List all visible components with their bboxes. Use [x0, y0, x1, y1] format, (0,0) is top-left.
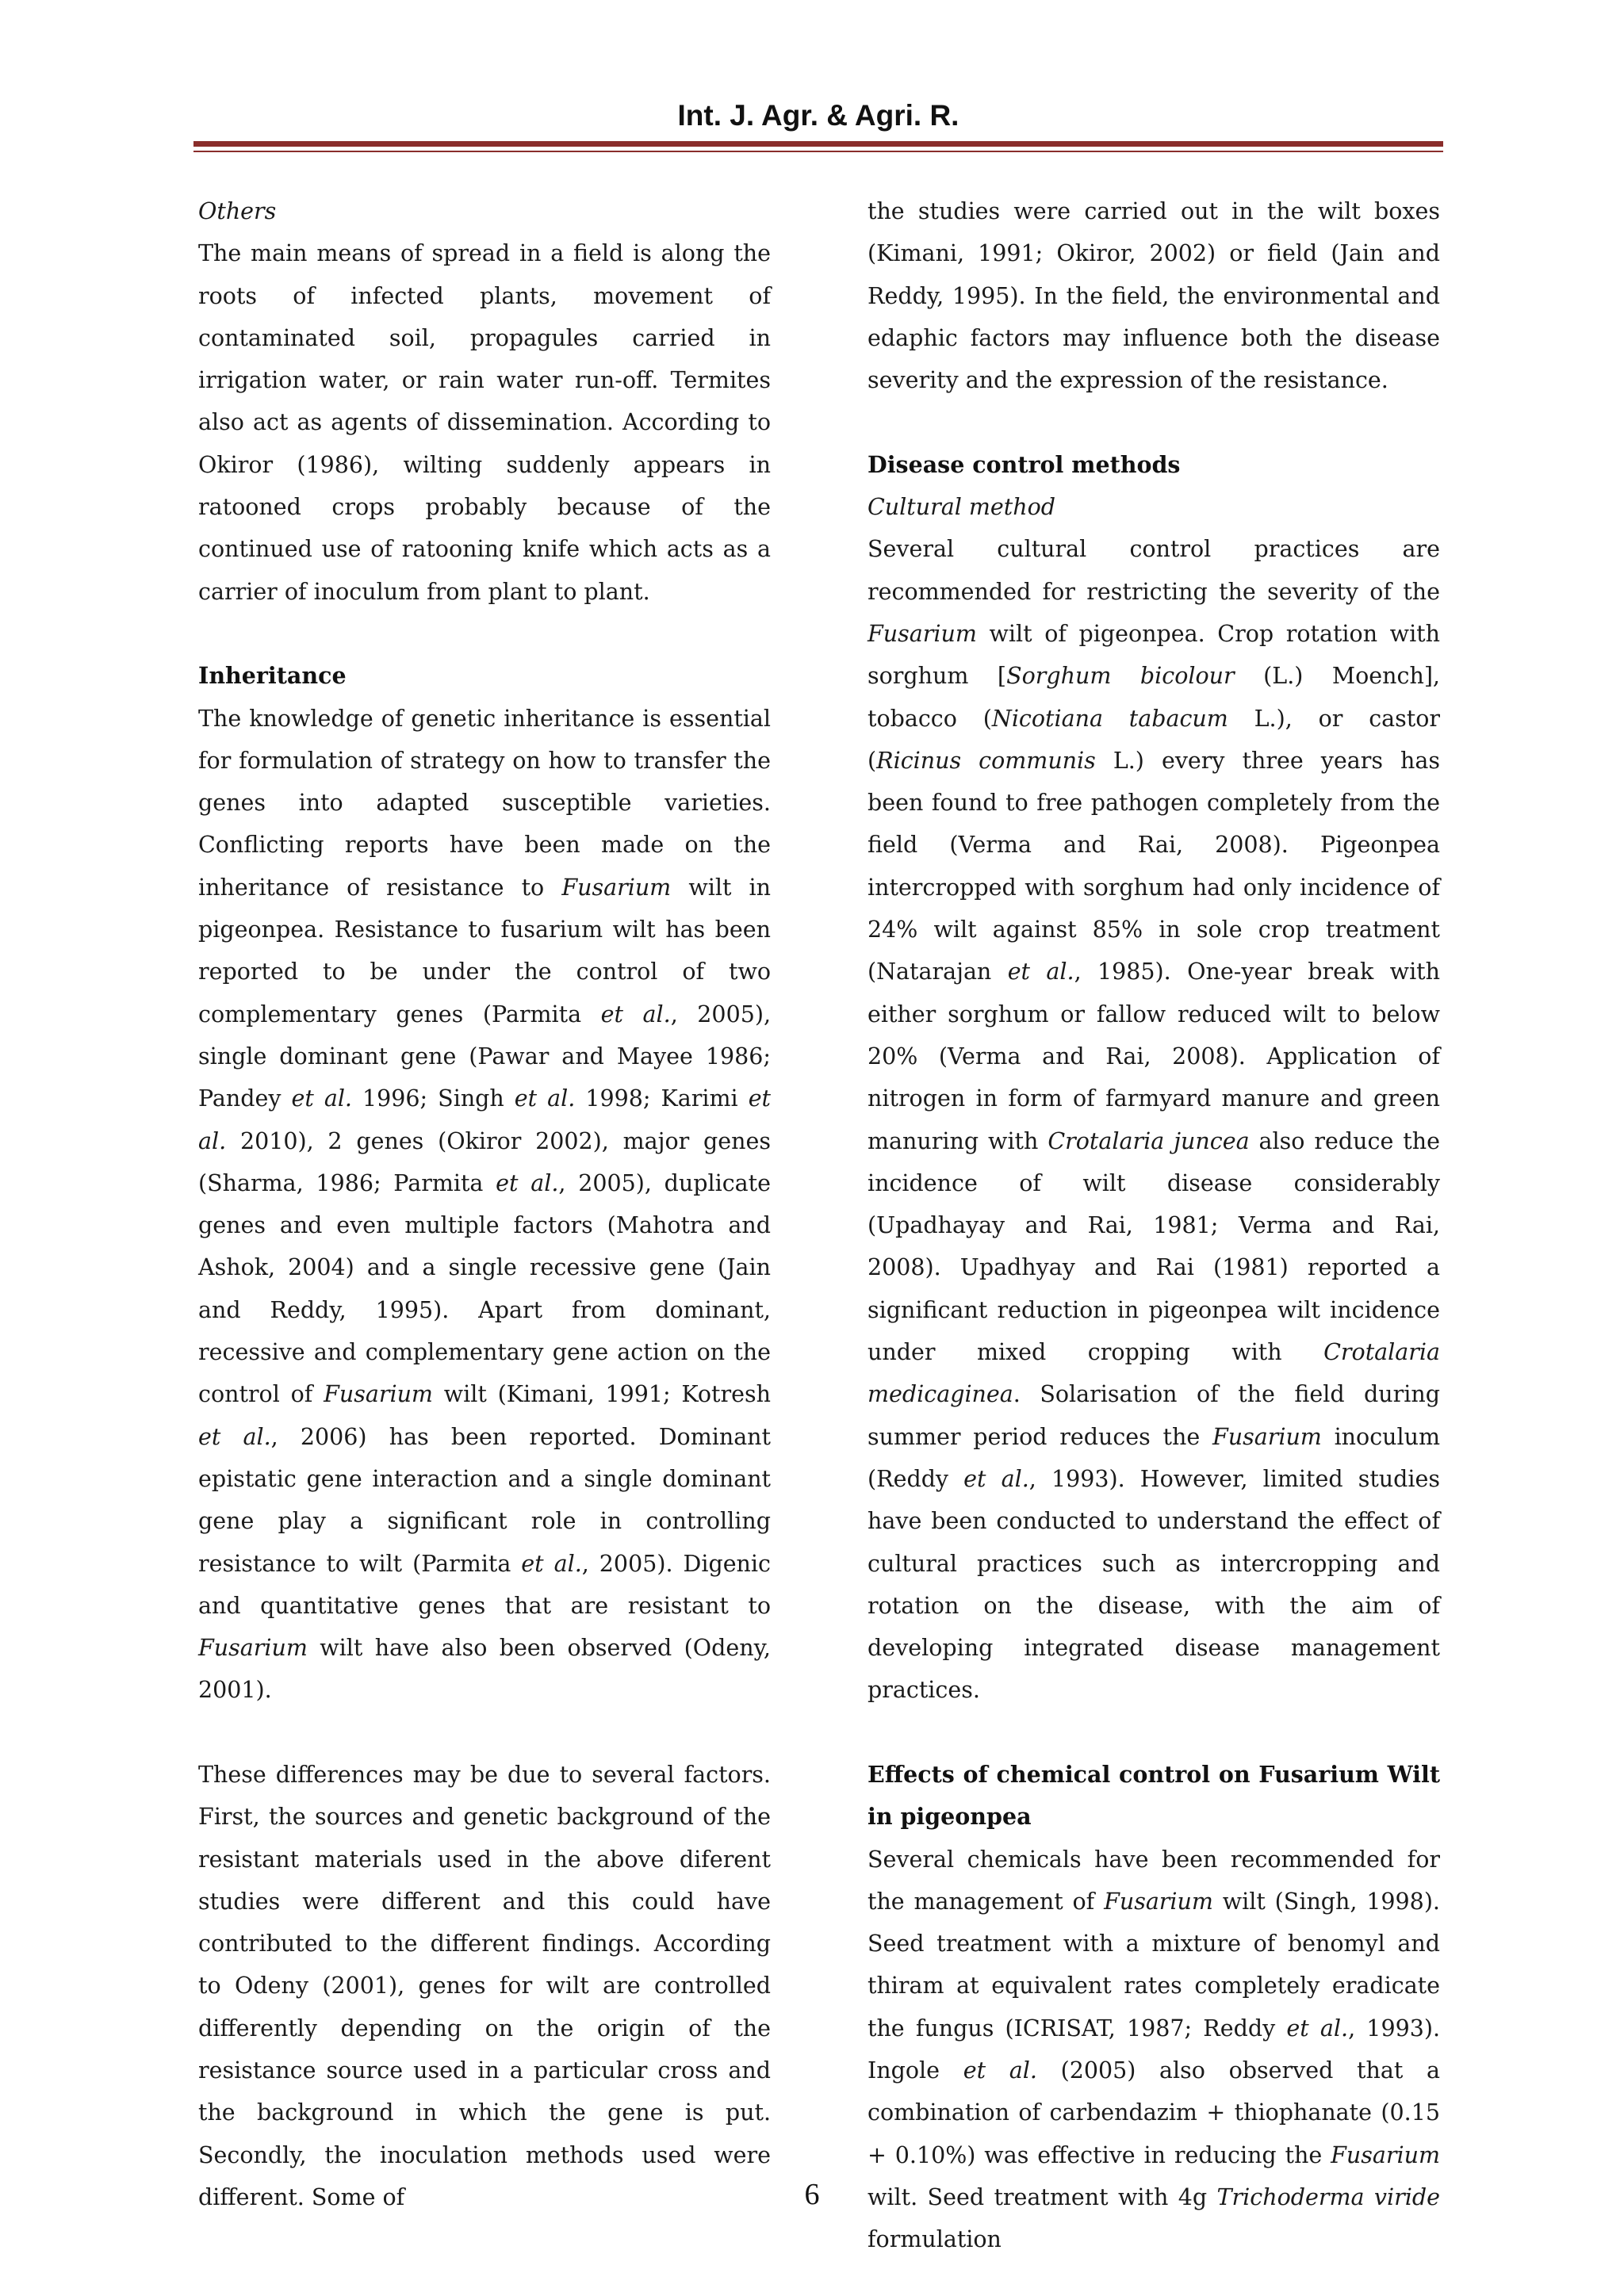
- journal-header: Int. J. Agr. & Agri. R.: [677, 99, 959, 132]
- page-number: 6: [804, 2178, 820, 2211]
- cultural-method-heading: Cultural method: [868, 494, 1055, 521]
- differences-paragraph: These differences may be due to several factors. First, the sources and genetic background of the resistant materials used in the above diferent studies were different and this could have contributed to the different findings. According to Odeny (2001), genes for wilt are controlled differently depending on the origin of the resistance source used in a particular cross and the background in which the gene is put. Secondly, the inoculation methods used were different. Some of: [198, 1761, 771, 2210]
- chemical-control-paragraph: Several chemicals have been recommended for the management of Fusarium wilt (Singh, 1998). Seed treatment with a mixture of benomyl and thiram at equivalent rates completely eradicate the fungus (ICRISAT, 1987; Reddy et al., 1993). Ingole et al. (2005) also observed that a combination of carbendazim + thiophanate (0.15 + 0.10%) was effective in reducing the Fusarium wilt. Seed treatment with 4g Trichoderma viride formulation: [868, 1846, 1441, 2253]
- header-rule-thin: [193, 151, 1443, 152]
- continuation-paragraph: the studies were carried out in the wilt boxes (Kimani, 1991; Okiror, 2002) or field (Jain and Reddy, 1995). In the field, the environmental and edaphic factors may influence both the disease severity and the expression of the resistance.: [868, 198, 1440, 394]
- right-column: [868, 190, 1440, 2261]
- others-paragraph: The main means of spread in a field is along the roots of infected plants, movement of contaminated soil, propagules carried in irrigation water, or rain water run-off. Termites also act as agents of dissemination. According to Okiror (1986), wilting suddenly appears in ratooned crops probably because of the continued use of ratooning knife which acts as a carrier of inoculum from plant to plant.: [198, 240, 771, 605]
- left-column: [198, 190, 771, 2218]
- disease-control-heading: Disease control methods: [868, 450, 1181, 478]
- others-heading: Others: [198, 198, 277, 224]
- inheritance-heading: Inheritance: [198, 662, 347, 690]
- cultural-method-paragraph: Several cultural control practices are recommended for restricting the severity of the Fusarium wilt of pigeonpea. Crop rotation with sorghum [Sorghum bicolour (L.) Moench], tobacco (Nicotiana tabacum L.), or castor (Ricinus communis L.) every three years has been found to free pathogen completely from the field (Verma and Rai, 2008). Pigeonpea intercropped with sorghum had only incidence of 24% wilt against 85% in sole crop treatment (Natarajan et al., 1985). One-year break with either sorghum or fallow reduced wilt to below 20% (Verma and Rai, 2008). Application of nitrogen in form of farmyard manure and green manuring with Crotalaria juncea also reduce the incidence of wilt disease considerably (Upadhayay and Rai, 1981; Verma and Rai, 2008). Upadhyay and Rai (1981) reported a significant reduction in pigeonpea wilt incidence under mixed cropping with Crotalaria medicaginea. Solarisation of the field during summer period reduces the Fusarium inoculum (Reddy et al., 1993). However, limited studies have been conducted to understand the effect of cultural practices such as intercropping and rotation on the disease, with the aim of developing integrated disease management practices.: [868, 536, 1441, 1704]
- chemical-control-heading: Effects of chemical control on Fusarium Wilt in pigeonpea: [868, 1760, 1440, 1831]
- header-rule-thick: [193, 141, 1443, 147]
- inheritance-paragraph: The knowledge of genetic inheritance is essential for formulation of strategy on how to transfer the genes into adapted susceptible varieties. Conflicting reports have been made on the inheritance of resistance to Fusarium wilt in pigeonpea. Resistance to fusarium wilt has been reported to be under the control of two complementary genes (Parmita et al., 2005), single dominant gene (Pawar and Mayee 1986; Pandey et al. 1996; Singh et al. 1998; Karimi et al. 2010), 2 genes (Okiror 2002), major genes (Sharma, 1986; Parmita et al., 2005), duplicate genes and even multiple factors (Mahotra and Ashok, 2004) and a single recessive gene (Jain and Reddy, 1995). Apart from dominant, recessive and complementary gene action on the control of Fusarium wilt (Kimani, 1991; Kotresh et al., 2006) has been reported. Dominant epistatic gene interaction and a single dominant gene play a significant role in controlling resistance to wilt (Parmita et al., 2005). Digenic and quantitative genes that are resistant to Fusarium wilt have also been observed (Odeny, 2001).: [198, 705, 772, 1704]
